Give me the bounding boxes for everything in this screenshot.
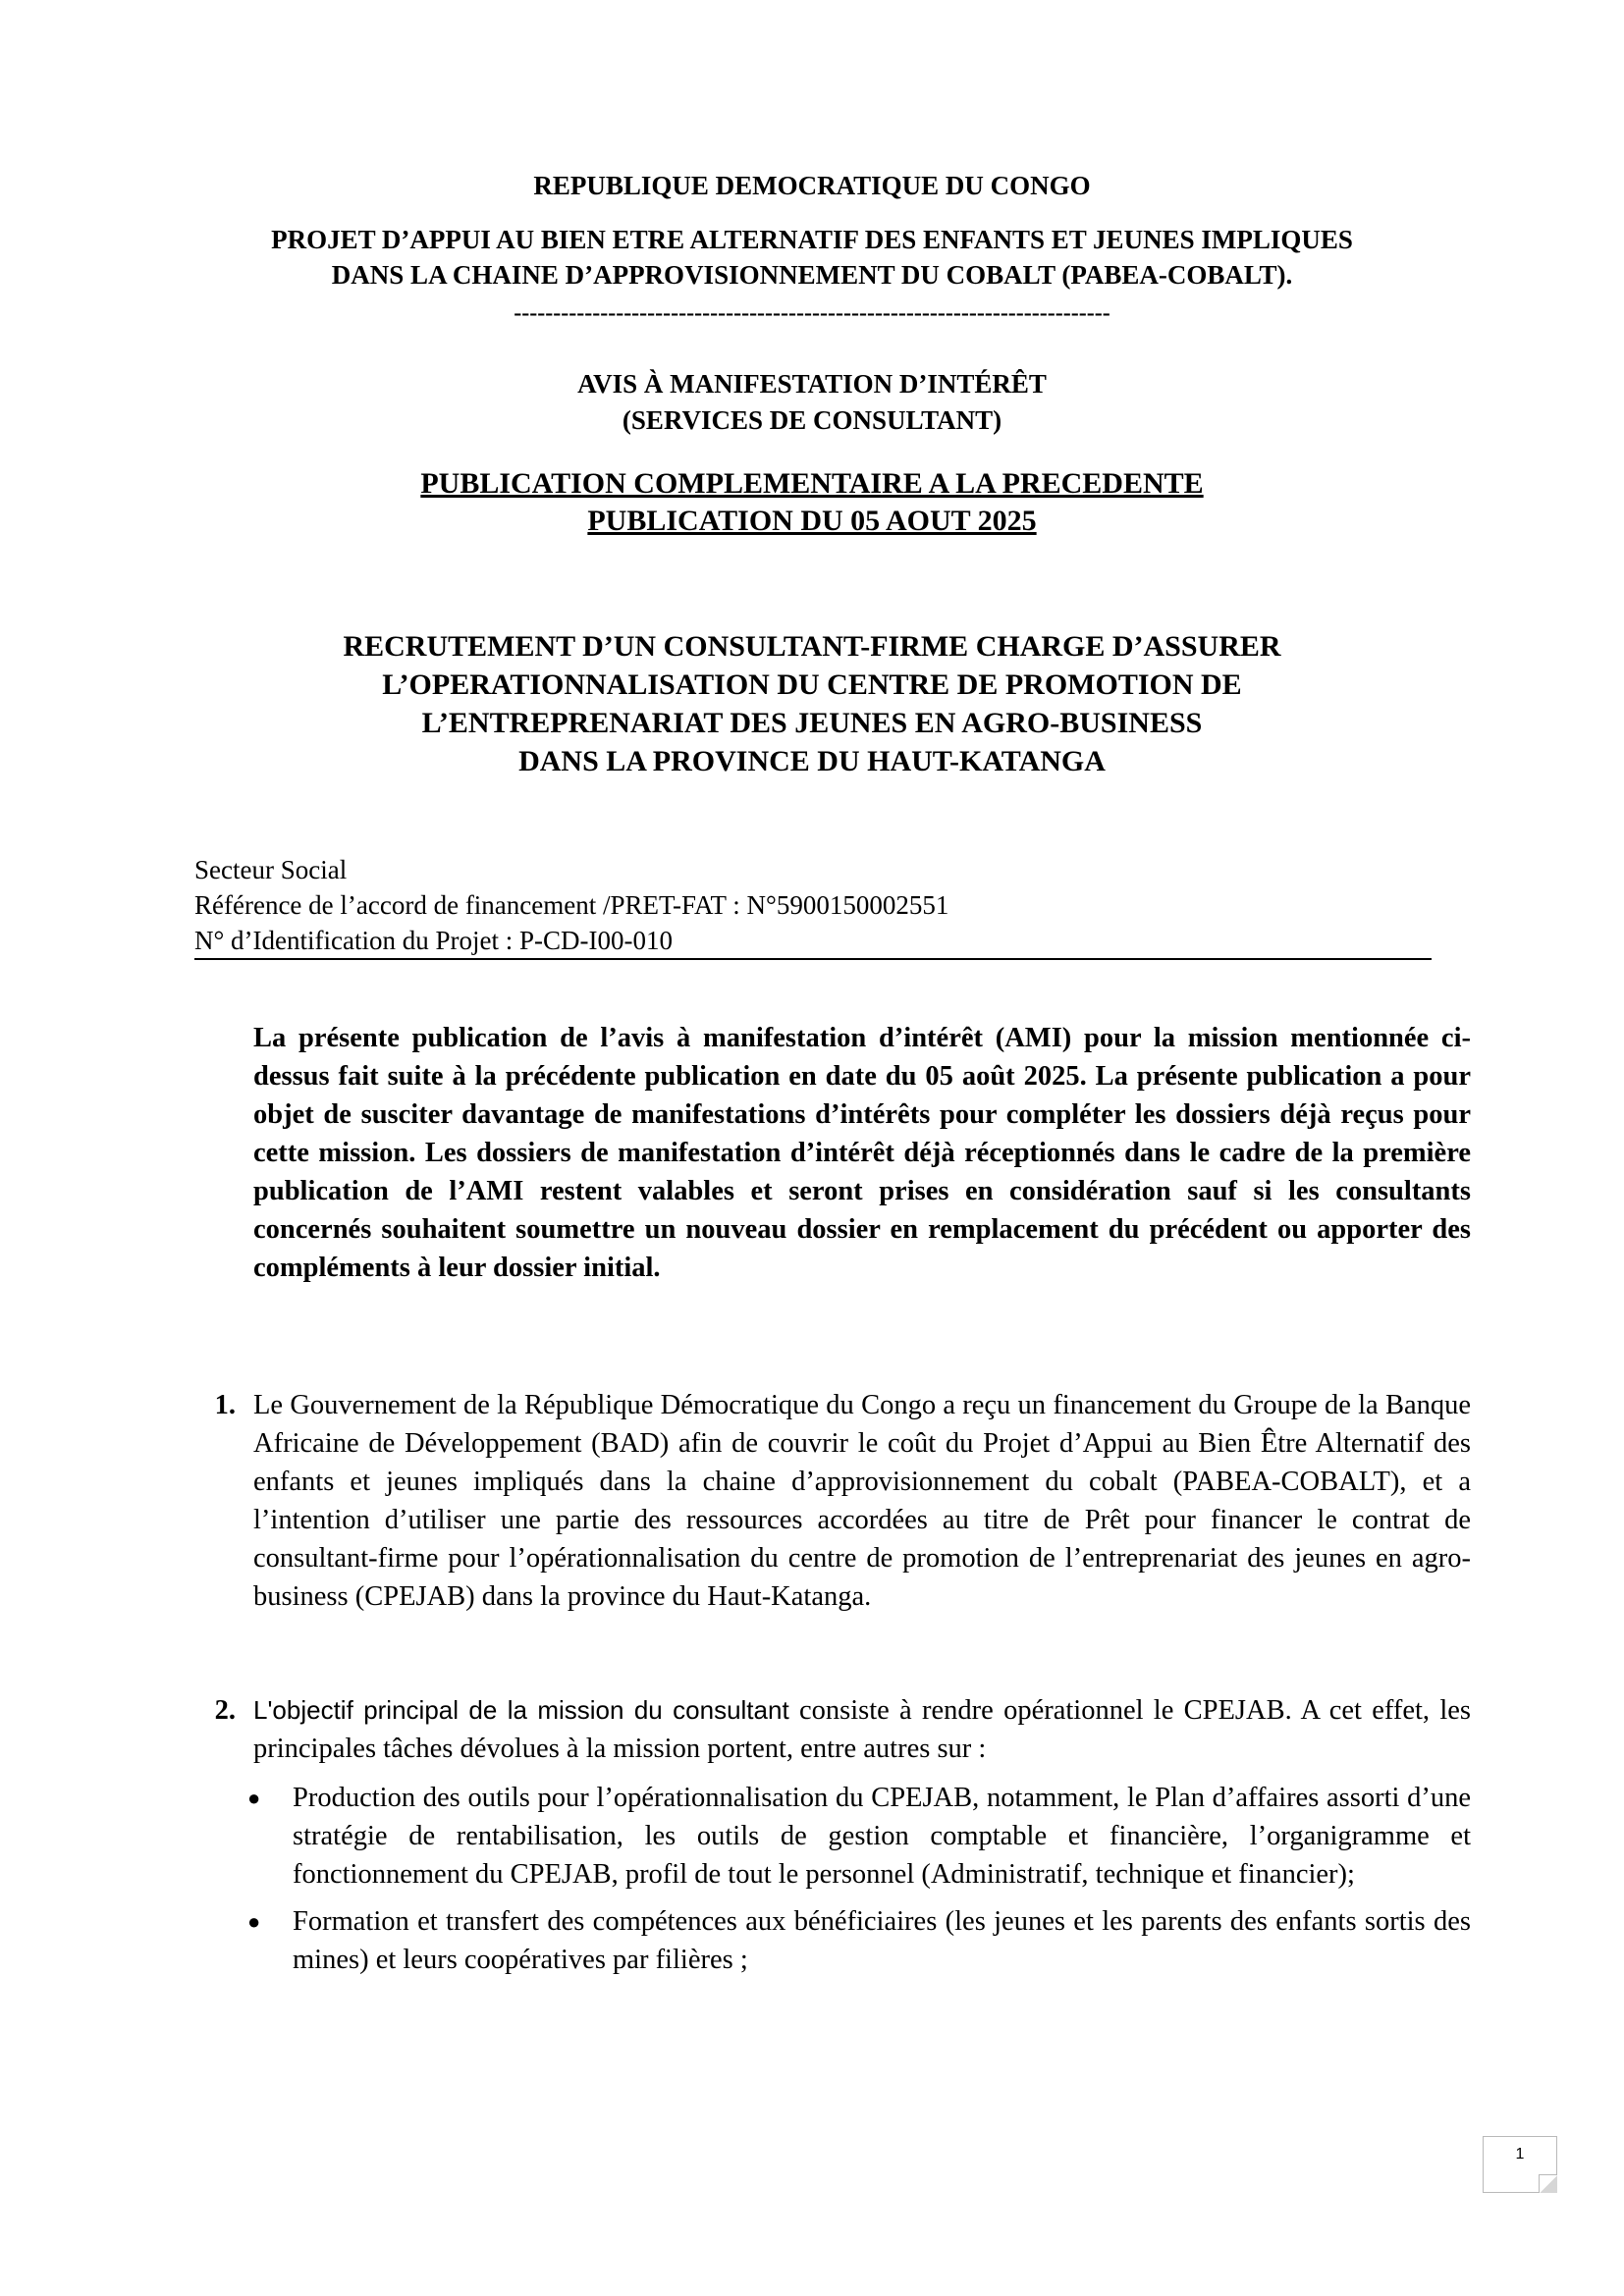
item-number: 1. xyxy=(214,1390,236,1420)
list-item xyxy=(245,1902,1471,1979)
project-title-line-2: DANS LA CHAINE D’APPROVISIONNEMENT DU COBALT (PABEA-COBALT). xyxy=(331,260,1293,290)
bullet-icon: ● xyxy=(247,1909,261,1934)
financing-reference: Référence de l’accord de financement /PRET-FAT : N°5900150002551 xyxy=(194,890,949,920)
item-text-rest: consiste à rendre opérationnel le CPEJAB. A cet effet, les principales tâches dévolues à la mission portent, entre autres sur : xyxy=(253,1695,1471,1764)
recruitment-title-line-2: L’OPERATIONNALISATION DU CENTRE DE PROMOTION DE xyxy=(382,668,1242,701)
publication-title-line-1: PUBLICATION COMPLEMENTAIRE A LA PRECEDENTE xyxy=(420,467,1204,500)
bullet-icon: ● xyxy=(247,1786,261,1810)
item-number: 2. xyxy=(214,1695,236,1726)
bullet-text: Formation et transfert des compétences aux bénéficiaires (les jeunes et les parents des enfants sortis des mines) et leurs coopératives par filières ; xyxy=(293,1906,1471,1975)
page-curl-icon xyxy=(1539,2174,1557,2193)
section-divider xyxy=(194,958,1432,960)
recruitment-title-line-4: DANS LA PROVINCE DU HAUT-KATANGA xyxy=(518,745,1106,777)
page-number-box xyxy=(1483,2136,1557,2193)
item-text-lead: L'objectif principal de la mission du consultant xyxy=(253,1695,789,1725)
task-bullet-list xyxy=(245,1779,1471,1988)
separator-line: ---------------------------------------------------------------------------- xyxy=(514,300,1110,326)
project-identification: N° d’Identification du Projet : P-CD-I00-010 xyxy=(194,926,673,955)
item-text xyxy=(253,1691,1471,1768)
project-title-line-1: PROJET D’APPUI AU BIEN ETRE ALTERNATIF DES ENFANTS ET JEUNES IMPLIQUES xyxy=(271,225,1353,254)
publication-title-line-2: PUBLICATION DU 05 AOUT 2025 xyxy=(587,505,1037,537)
item-text: Le Gouvernement de la République Démocratique du Congo a reçu un financement du Groupe de la Banque Africaine de Développement (BAD) afin de couvrir le coût du Projet d’Appui au Bien Être Alternatif des enfants et jeunes impliqués dans la chaine d’approvisionnement du cobalt (PABEA-COBALT), et a l’intention d’utiliser une partie des ressources accordées au titre de Prêt pour financer le contrat de consultant-firme pour l’opérationnalisation du centre de promotion de l’entreprenariat des jeunes en agro-business (CPEJAB) dans la province du Haut-Katanga. xyxy=(253,1390,1471,1612)
intro-paragraph: La présente publication de l’avis à manifestation d’intérêt (AMI) pour la mission mentionnée ci-dessus fait suite à la précédente publication en date du 05 août 2025. La présente publication a pour objet de susciter davantage de manifestations d’intérêts pour compléter les dossiers déjà reçus pour cette mission. Les dossiers de manifestation d’intérêt déjà réceptionnés dans le cadre de la première publication de l’AMI restent valables et seront prises en considération sauf si les consultants concernés souhaitent soumettre un nouveau dossier en remplacement du précédent ou apporter des compléments à leur dossier initial. xyxy=(253,1023,1471,1283)
sector-label: Secteur Social xyxy=(194,855,348,884)
page-number: 1 xyxy=(1515,2146,1525,2163)
notice-title-line-2: (SERVICES DE CONSULTANT) xyxy=(622,405,1002,435)
list-item xyxy=(245,1779,1471,1894)
country-heading: REPUBLIQUE DEMOCRATIQUE DU CONGO xyxy=(533,171,1091,200)
recruitment-title-line-1: RECRUTEMENT D’UN CONSULTANT-FIRME CHARGE D’ASSURER xyxy=(343,630,1281,663)
recruitment-title-line-3: L’ENTREPRENARIAT DES JEUNES EN AGRO-BUSINESS xyxy=(421,707,1203,739)
notice-title-line-1: AVIS À MANIFESTATION D’INTÉRÊT xyxy=(577,369,1047,399)
bullet-text: Production des outils pour l’opérationnalisation du CPEJAB, notamment, le Plan d’affaires assorti d’une stratégie de rentabilisation, les outils de gestion comptable et financière, l’organigramme et fonctionnement du CPEJAB, profil de tout le personnel (Administratif, technique et financier); xyxy=(293,1783,1471,1890)
